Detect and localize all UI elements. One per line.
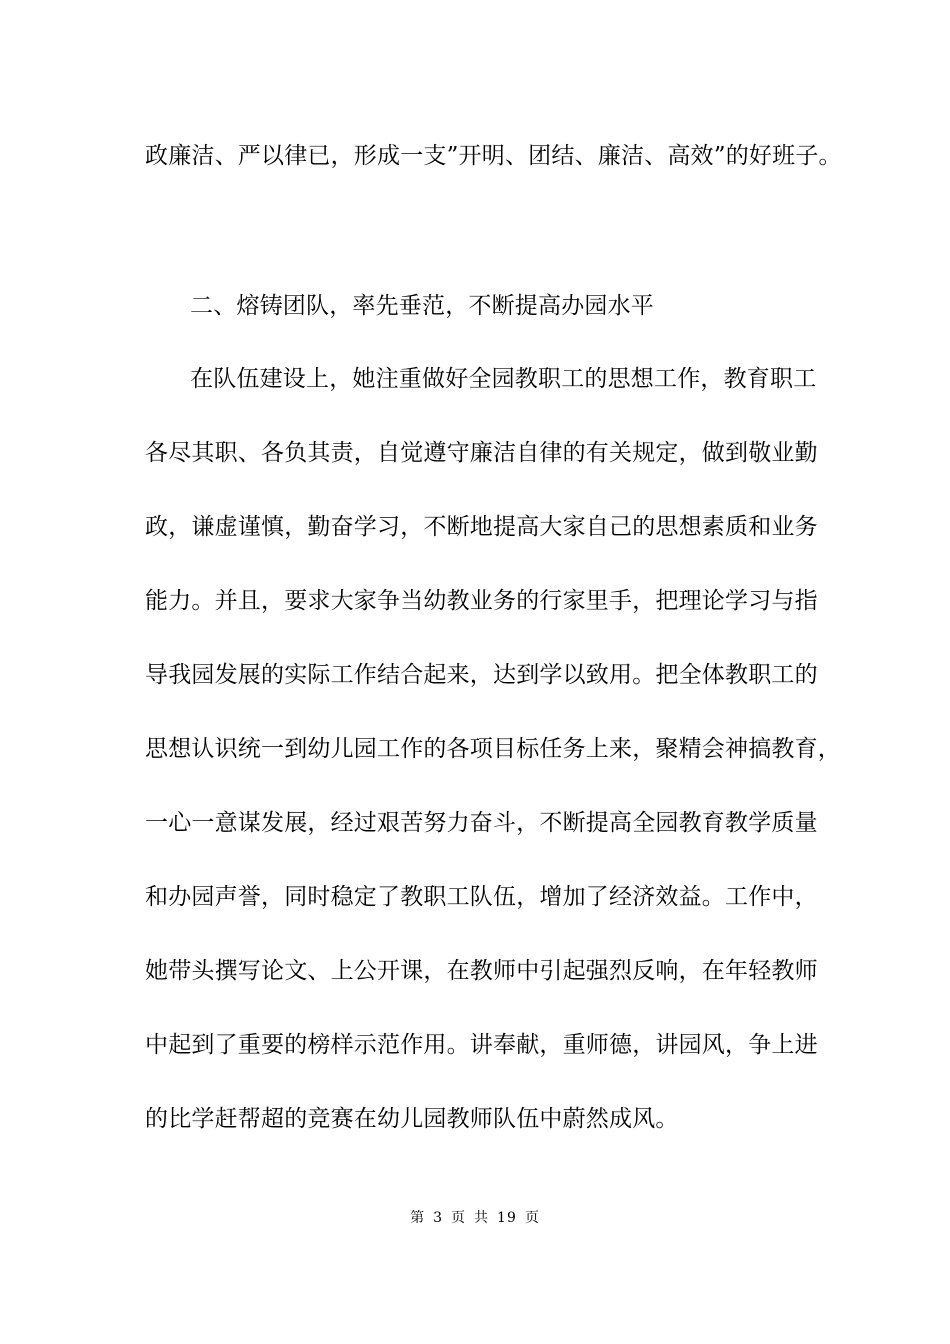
page-footer: [0, 1209, 950, 1227]
footer-page-label: 页: [451, 1210, 467, 1226]
paragraph-line: 思想认识统一到幼儿园工作的各项目标任务上来，聚精会神搞教育，: [145, 736, 841, 762]
paragraph-line: 她带头撰写论文、上公开课，在教师中引起强烈反响，在年轻教师: [145, 958, 818, 984]
paragraph-line: 和办园声誉，同时稳定了教职工队伍，增加了经济效益。工作中，: [145, 884, 818, 910]
paragraph-line: 在队伍建设上，她注重做好全园教职工的思想工作，教育职工: [190, 366, 817, 392]
footer-suffix: 页: [524, 1210, 540, 1226]
paragraph-line: 中起到了重要的榜样示范作用。讲奉献，重师德，讲园风，争上进: [145, 1032, 818, 1058]
paragraph-line: 能力。并且，要求大家争当幼教业务的行家里手，把理论学习与指: [145, 588, 818, 614]
paragraph-line: 政，谦虚谨慎，勤奋学习，不断地提高大家自己的思想素质和业务: [145, 514, 818, 540]
footer-prefix: 第: [410, 1210, 426, 1226]
paragraph-line: 的比学赶帮超的竞赛在幼儿园教师队伍中蔚然成风。: [145, 1106, 679, 1132]
paragraph-line: 一心一意谋发展，经过艰苦努力奋斗，不断提高全园教育教学质量: [145, 810, 818, 836]
paragraph-line-continuation: 政廉洁、严以律已，形成一支”开明、团结、廉洁、高效”的好班子。: [145, 143, 842, 169]
paragraph-line: 各尽其职、各负其责，自觉遵守廉洁自律的有关规定，做到敬业勤: [145, 440, 818, 466]
section-heading: 二、熔铸团队，率先垂范，不断提高办园水平: [190, 293, 654, 319]
footer-total-pages: 19: [497, 1210, 517, 1226]
paragraph-line: 导我园发展的实际工作结合起来，达到学以致用。把全体教职工的: [145, 662, 818, 688]
footer-current-page: 3: [433, 1210, 444, 1226]
footer-total-label: 共: [474, 1210, 490, 1226]
